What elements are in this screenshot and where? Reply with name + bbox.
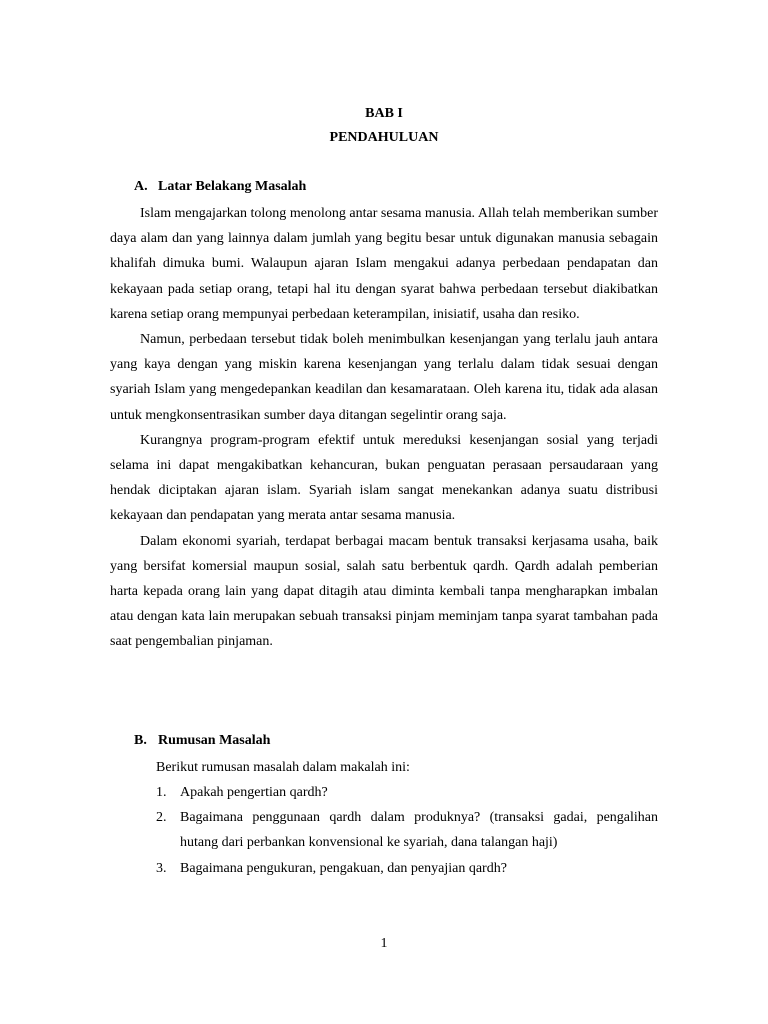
section-a-title: Latar Belakang Masalah bbox=[158, 179, 307, 194]
chapter-title: PENDAHULUAN bbox=[329, 130, 439, 145]
paragraph: Islam mengajarkan tolong menolong antar sesama manusia. Allah telah memberikan sumber daya alam dan yang lainnya dalam jumlah yang begitu besar untuk digunakan manusia sebagain khalifah dimuka bumi. Walaupun ajaran Islam mengakui adanya perbedaan pendapatan dan kekayaan pada setiap orang, tetapi hal itu dengan syarat bahwa perbedaan tersebut diakibatkan karena setiap orang mempunyai perbedaan keterampilan, inisiatif, usaha dan resiko. bbox=[110, 206, 658, 322]
paragraph: Dalam ekonomi syariah, terdapat berbagai macam bentuk transaksi kerjasama usaha, baik yang bersifat komersial maupun sosial, salah satu berbentuk qardh. Qardh adalah pemberian harta kepada orang lain yang dapat ditagih atau diminta kembali tanpa mengharapkan imbalan atau dengan kata lain merupakan sebuah transaksi pinjam meminjam tanpa syarat tambahan pada saat pengembalian pinjaman. bbox=[110, 533, 658, 650]
problem-list bbox=[156, 780, 658, 881]
section-b-title: Rumusan Masalah bbox=[158, 733, 271, 748]
paragraph: Namun, perbedaan tersebut tidak boleh menimbulkan kesenjangan yang terlalu jauh antara yang kaya dengan yang miskin karena kesenjangan yang terlalu dalam tidak sesuai dengan syariah Islam yang mengedepankan keadilan dan kesamarataan. Oleh karena itu, tidak ada alasan untuk mengkonsentrasikan sumber daya ditangan segelintir orang saja. bbox=[110, 332, 658, 423]
page-number: 1 bbox=[380, 936, 388, 951]
list-item-text: Bagaimana penggunaan qardh dalam produknya? (transaksi gadai, pengalihan hutang dari perbankan konvensional ke syariah, dana talangan haji) bbox=[180, 810, 658, 851]
list-item bbox=[156, 856, 658, 881]
paragraph: Kurangnya program-program efektif untuk mereduksi kesenjangan sosial yang terjadi selama ini dapat mengakibatkan kehancuran, bukan penguatan perasaan persaudaraan yang hendak diciptakan ajaran islam. Syariah islam sangat menekankan adanya suatu distribusi kekayaan dan pendapatan yang merata antar sesama manusia. bbox=[110, 432, 658, 524]
section-b-intro: Berikut rumusan masalah dalam makalah ini: bbox=[156, 760, 410, 775]
chapter-number: BAB I bbox=[365, 106, 403, 121]
list-item-number: 3. bbox=[156, 860, 167, 876]
list-item bbox=[156, 780, 658, 805]
section-b-letter: B. bbox=[134, 733, 147, 748]
list-item-text: Bagaimana pengukuran, pengakuan, dan penyajian qardh? bbox=[180, 860, 507, 876]
section-a-heading bbox=[134, 177, 306, 197]
list-item bbox=[156, 805, 658, 855]
list-item-number: 1. bbox=[156, 785, 167, 800]
section-a-letter: A. bbox=[134, 179, 148, 194]
list-item-number: 2. bbox=[156, 810, 167, 826]
section-b-heading bbox=[134, 731, 270, 751]
section-a-body bbox=[110, 201, 658, 655]
list-item-text: Apakah pengertian qardh? bbox=[180, 785, 328, 800]
